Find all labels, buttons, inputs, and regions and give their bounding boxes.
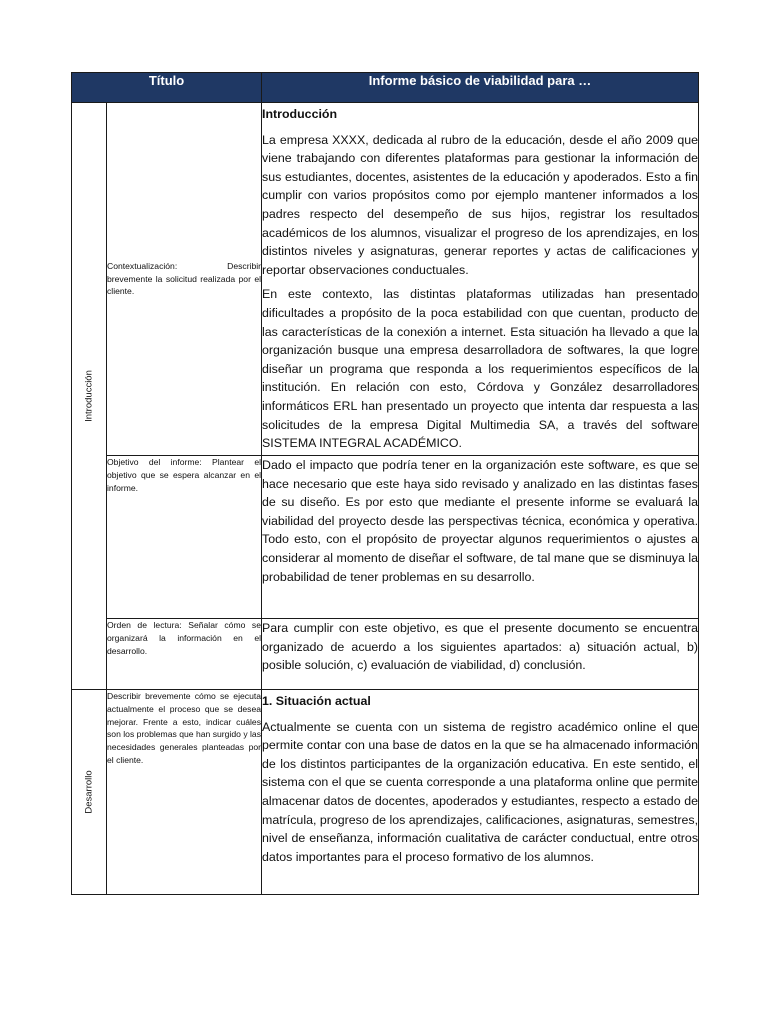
context-guide-cell — [107, 103, 262, 456]
intro-paragraph-4: Para cumplir con este objetivo, es que el presente documento se encuentra organizado de acuerdo a los siguientes apartados: a) situación actual, b) posible solución, c) evaluación de viabilidad, d) conclusión. — [262, 621, 699, 673]
order-guide-text: Orden de lectura: Señalar cómo se organizará la información en el desarrollo. — [107, 620, 262, 656]
desarrollo-row — [72, 690, 699, 895]
desarrollo-section-label-cell — [72, 690, 107, 895]
report-table — [71, 72, 699, 895]
desarrollo-content-cell — [262, 690, 699, 895]
intro-paragraph-2: En este contexto, las distintas plataformas utilizadas han presentado dificultades a propósito de la poca estabilidad con que cuentan, producto de las características de la conexión a internet. Esta situación ha llevado a que la organización busque una empresa desarrolladora de softwares, la que logre diseñar un programa que responda a los requerimientos específicos de la institución. En relación con esto, Córdova y González desarrolladores informáticos ERL han presentado un proyecto que intenta dar respuesta a las solicitudes de la empresa Digital Multimedia SA, a través del software SISTEMA INTEGRAL ACADÉMICO. — [262, 287, 699, 451]
objective-guide-cell — [107, 456, 262, 619]
desarrollo-guide-cell — [107, 690, 262, 895]
intro-objective-row — [72, 456, 699, 619]
intro-paragraph-3: Dado el impacto que podría tener en la organización este software, es que se hace necesario que este haya sido revisado y analizado en las distintas fases de su diseño. Es por esto que mediante el presente informe se evaluará la viabilidad del proyecto desde las perspectivas técnica, económica y operativa. Todo esto, con el propósito de proyectar algunos requerimientos o ajustes a considerar al momento de diseñar el software, de tal mane que se disminuya la probabilidad de tener problemas en su desarrollo. — [262, 458, 699, 584]
intro-paragraph-1: La empresa XXXX, dedicada al rubro de la educación, desde el año 2009 que viene trabajando con diferentes plataformas para gestionar la información de sus estudiantes, docentes, asistentes de la educación y apoderados. Esto a fin cumplir con varios propósitos como por ejemplo mantener informados a los padres respecto del desempeño de sus hijos, registrar los resultados académicos de los alumnos, visualizar el progreso de los aprendizajes, en los distintos niveles y asignaturas, generar reportes y actas de calificaciones y reportar observaciones conductuales. — [262, 132, 699, 277]
desarrollo-section-label: Desarrollo — [83, 770, 95, 814]
order-content-cell — [262, 619, 699, 690]
intro-context-row — [72, 103, 699, 456]
header-title-cell: Título — [72, 73, 262, 103]
context-guide-text: Contextualización: Describir brevemente la solicitud realizada por el cliente. — [107, 260, 262, 297]
order-guide-cell — [107, 619, 262, 690]
header-report-cell: Informe básico de viabilidad para … — [262, 73, 699, 103]
intro-section-label-cell — [72, 103, 107, 690]
desarrollo-guide-text: Describir brevemente cómo se ejecuta actualmente el proceso que se desea mejorar. Frente a esto, indicar cuáles son los problemas que han surgido y las necesidades generales planteadas por el cliente. — [107, 691, 262, 765]
intro-order-row — [72, 619, 699, 690]
intro-heading: Introducción — [262, 107, 338, 121]
situacion-actual-paragraph: Actualmente se cuenta con un sistema de registro académico online el que permite contar con una base de datos en la que se ha almacenado información de los distintos participantes de la organización educativa. En este sentido, el sistema con el que se cuenta corresponde a una plataforma online que permite almacenar datos de docentes, apoderados y estudiantes, respecto a estado de matrícula, progreso de los aprendizajes, calificaciones, asignaturas, semestres, nivel de enseñanza, información cualitativa de carácter conductual, entre otros datos importantes para el proceso formativo de los alumnos. — [262, 719, 699, 864]
objective-guide-text: Objetivo del informe: Plantear el objetivo que se espera alcanzar en el informe. — [107, 457, 262, 493]
situacion-actual-heading: 1. Situación actual — [262, 694, 371, 708]
objective-content-cell — [262, 456, 699, 619]
intro-content-cell — [262, 103, 699, 456]
header-row — [72, 73, 699, 103]
intro-section-label: Introducción — [83, 370, 95, 422]
